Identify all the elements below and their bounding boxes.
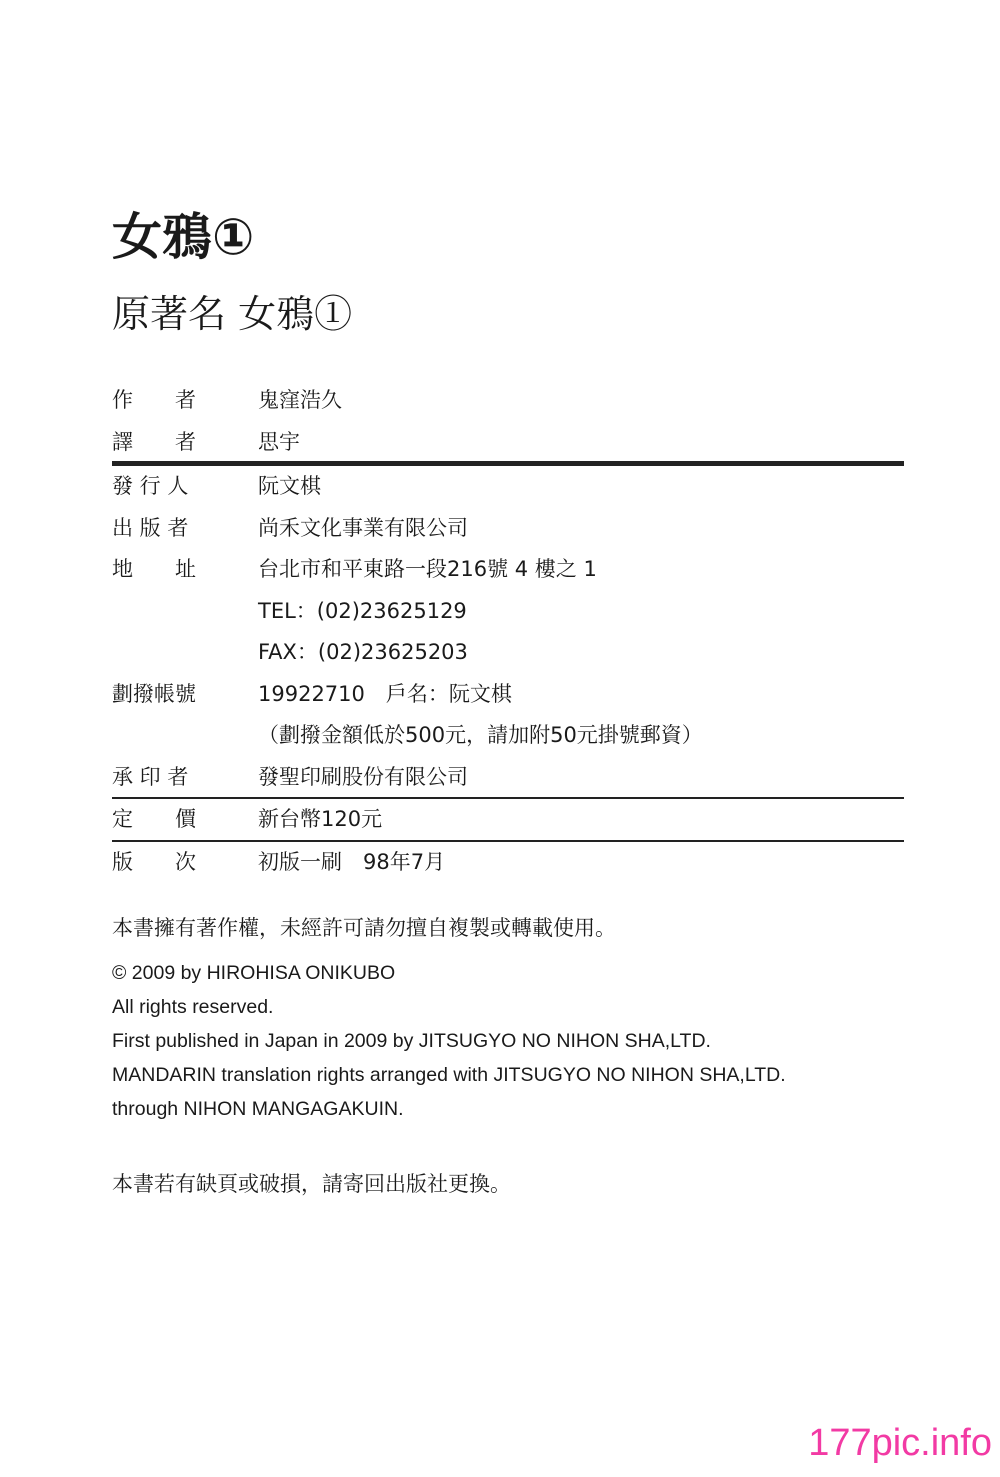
colophon-row-printer — [112, 757, 904, 799]
row-value: 新台幣120元 — [258, 807, 383, 831]
copyright-line: MANDARIN translation rights arranged with JITSUGYO NO NIHON SHA,LTD. — [112, 1064, 786, 1086]
row-label: 定 價 — [112, 807, 196, 831]
colophon-row-postal-note — [112, 715, 904, 757]
row-value: （劃撥金額低於500元，請加附50元掛號郵資） — [258, 723, 703, 747]
row-value: 初版一刷 98年7月 — [258, 849, 446, 874]
row-label: 發 行 人 — [112, 474, 189, 498]
original-title: 原著名 女鴉① — [112, 292, 353, 336]
row-label: 譯 者 — [112, 429, 196, 454]
row-value: 尚禾文化事業有限公司 — [258, 515, 468, 540]
colophon-table — [112, 380, 904, 883]
copyright-line: All rights reserved. — [112, 996, 274, 1018]
book-title: 女鴉① — [112, 208, 255, 266]
colophon-row-author — [112, 380, 904, 422]
row-value: 鬼窪浩久 — [258, 388, 342, 412]
row-label: 地 址 — [112, 557, 196, 581]
copyright-line: through NIHON MANGAGAKUIN. — [112, 1098, 404, 1120]
colophon-row-price — [112, 799, 904, 841]
copyright-line: First published in Japan in 2009 by JITSUGYO NO NIHON SHA,LTD. — [112, 1030, 711, 1052]
row-label: 版 次 — [112, 849, 196, 874]
site-watermark: 177pic.info — [808, 1422, 992, 1464]
row-value: FAX：(02)23625203 — [258, 640, 468, 664]
row-value: 思宇 — [258, 429, 300, 454]
row-label: 劃撥帳號 — [112, 681, 196, 706]
row-value: 發聖印刷股份有限公司 — [258, 764, 468, 789]
row-value: 阮文棋 — [258, 474, 321, 498]
colophon-row-translator — [112, 422, 904, 464]
colophon-row-tel — [112, 591, 904, 633]
copyright-line: © 2009 by HIROHISA ONIKUBO — [112, 962, 396, 984]
defect-notice: 本書若有缺頁或破損，請寄回出版社更換。 — [112, 1172, 511, 1196]
colophon-row-postal-account — [112, 674, 904, 716]
colophon-row-address — [112, 549, 904, 591]
row-label: 承 印 者 — [112, 764, 189, 789]
row-value: 台北市和平東路一段216號 4 樓之 1 — [258, 557, 597, 581]
row-value: TEL：(02)23625129 — [258, 598, 467, 623]
copyright-notice: 本書擁有著作權，未經許可請勿擅自複製或轉載使用。 — [112, 916, 616, 940]
row-label: 作 者 — [112, 388, 196, 412]
colophon-row-publisher-person — [112, 466, 904, 508]
colophon-row-edition — [112, 842, 904, 884]
colophon-row-publisher — [112, 508, 904, 550]
row-value: 19922710 戶名：阮文棋 — [258, 681, 512, 706]
row-label: 出 版 者 — [112, 515, 189, 540]
colophon-row-fax — [112, 632, 904, 674]
copyright-block — [112, 956, 786, 1126]
